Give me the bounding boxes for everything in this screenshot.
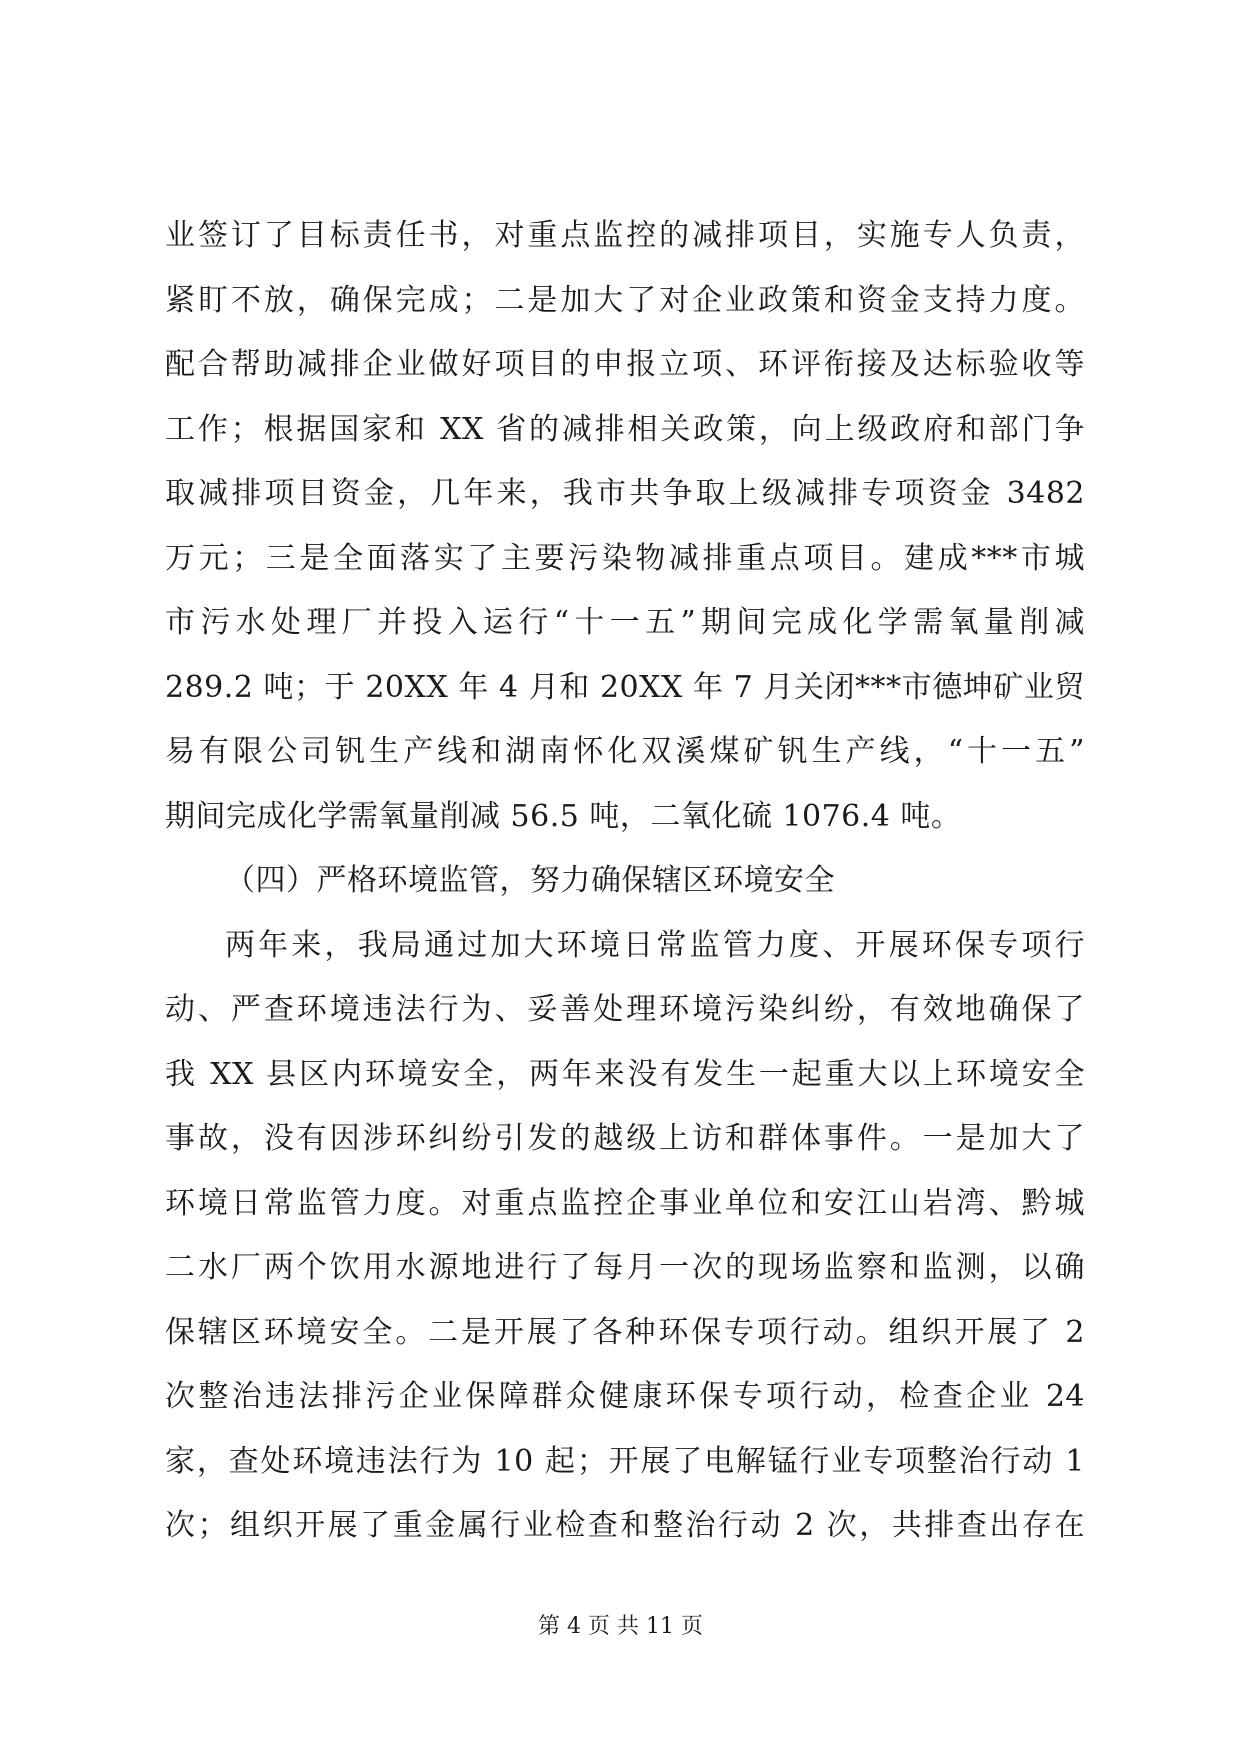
text-line: 紧盯不放，确保完成；二是加大了对企业政策和资金支持力度。 <box>165 282 1085 318</box>
text-line: 万元；三是全面落实了主要污染物减排重点项目。建成***市城 <box>165 540 1085 576</box>
text-line: 两年来，我局通过加大环境日常监管力度、开展环保专项行 <box>225 927 1085 963</box>
text-line: 业签订了目标责任书，对重点监控的减排项目，实施专人负责， <box>165 218 1085 253</box>
text-line: 事故，没有因涉环纠纷引发的越级上访和群体事件。一是加大了 <box>165 1121 1085 1156</box>
page-number-footer: 第 4 页 共 11 页 <box>538 1614 703 1639</box>
text-line: 工作；根据国家和 XX 省的减排相关政策，向上级政府和部门争 <box>165 411 1085 447</box>
text-line: 市污水处理厂并投入运行“十一五”期间完成化学需氧量削减 <box>165 605 1085 640</box>
text-line: 易有限公司钒生产线和湖南怀化双溪煤矿钒生产线，“十一五” <box>165 734 1085 769</box>
text-line: 次整治违法排污企业保障群众健康环保专项行动，检查企业 24 <box>165 1379 1085 1414</box>
section-heading: （四）严格环境监管，努力确保辖区环境安全 <box>225 863 835 898</box>
text-line: 环境日常监管力度。对重点监控企事业单位和安江山岩湾、黔城 <box>165 1185 1085 1221</box>
text-line: 动、严查环境违法行为、妥善处理环境污染纠纷，有效地确保了 <box>165 992 1085 1027</box>
text-line: 配合帮助减排企业做好项目的申报立项、环评衔接及达标验收等 <box>165 347 1085 382</box>
body-text <box>165 204 1085 1559</box>
text-line: 保辖区环境安全。二是开展了各种环保专项行动。组织开展了 2 <box>165 1314 1085 1350</box>
text-line: 289.2 吨；于 20XX 年 4 月和 20XX 年 7 月关闭***市德坤矿业贸 <box>165 669 1085 705</box>
text-line: 次；组织开展了重金属行业检查和整治行动 2 次，共排查出存在 <box>165 1508 1085 1543</box>
text-line: 二水厂两个饮用水源地进行了每月一次的现场监察和监测，以确 <box>165 1250 1085 1285</box>
text-line: 期间完成化学需氧量削减 56.5 吨，二氧化硫 1076.4 吨。 <box>165 798 962 834</box>
text-line: 取减排项目资金，几年来，我市共争取上级减排专项资金 3482 <box>165 476 1085 511</box>
text-line: 我 XX 县区内环境安全，两年来没有发生一起重大以上环境安全 <box>165 1056 1085 1092</box>
text-line: 家，查处环境违法行为 10 起；开展了电解锰行业专项整治行动 1 <box>165 1443 1085 1479</box>
